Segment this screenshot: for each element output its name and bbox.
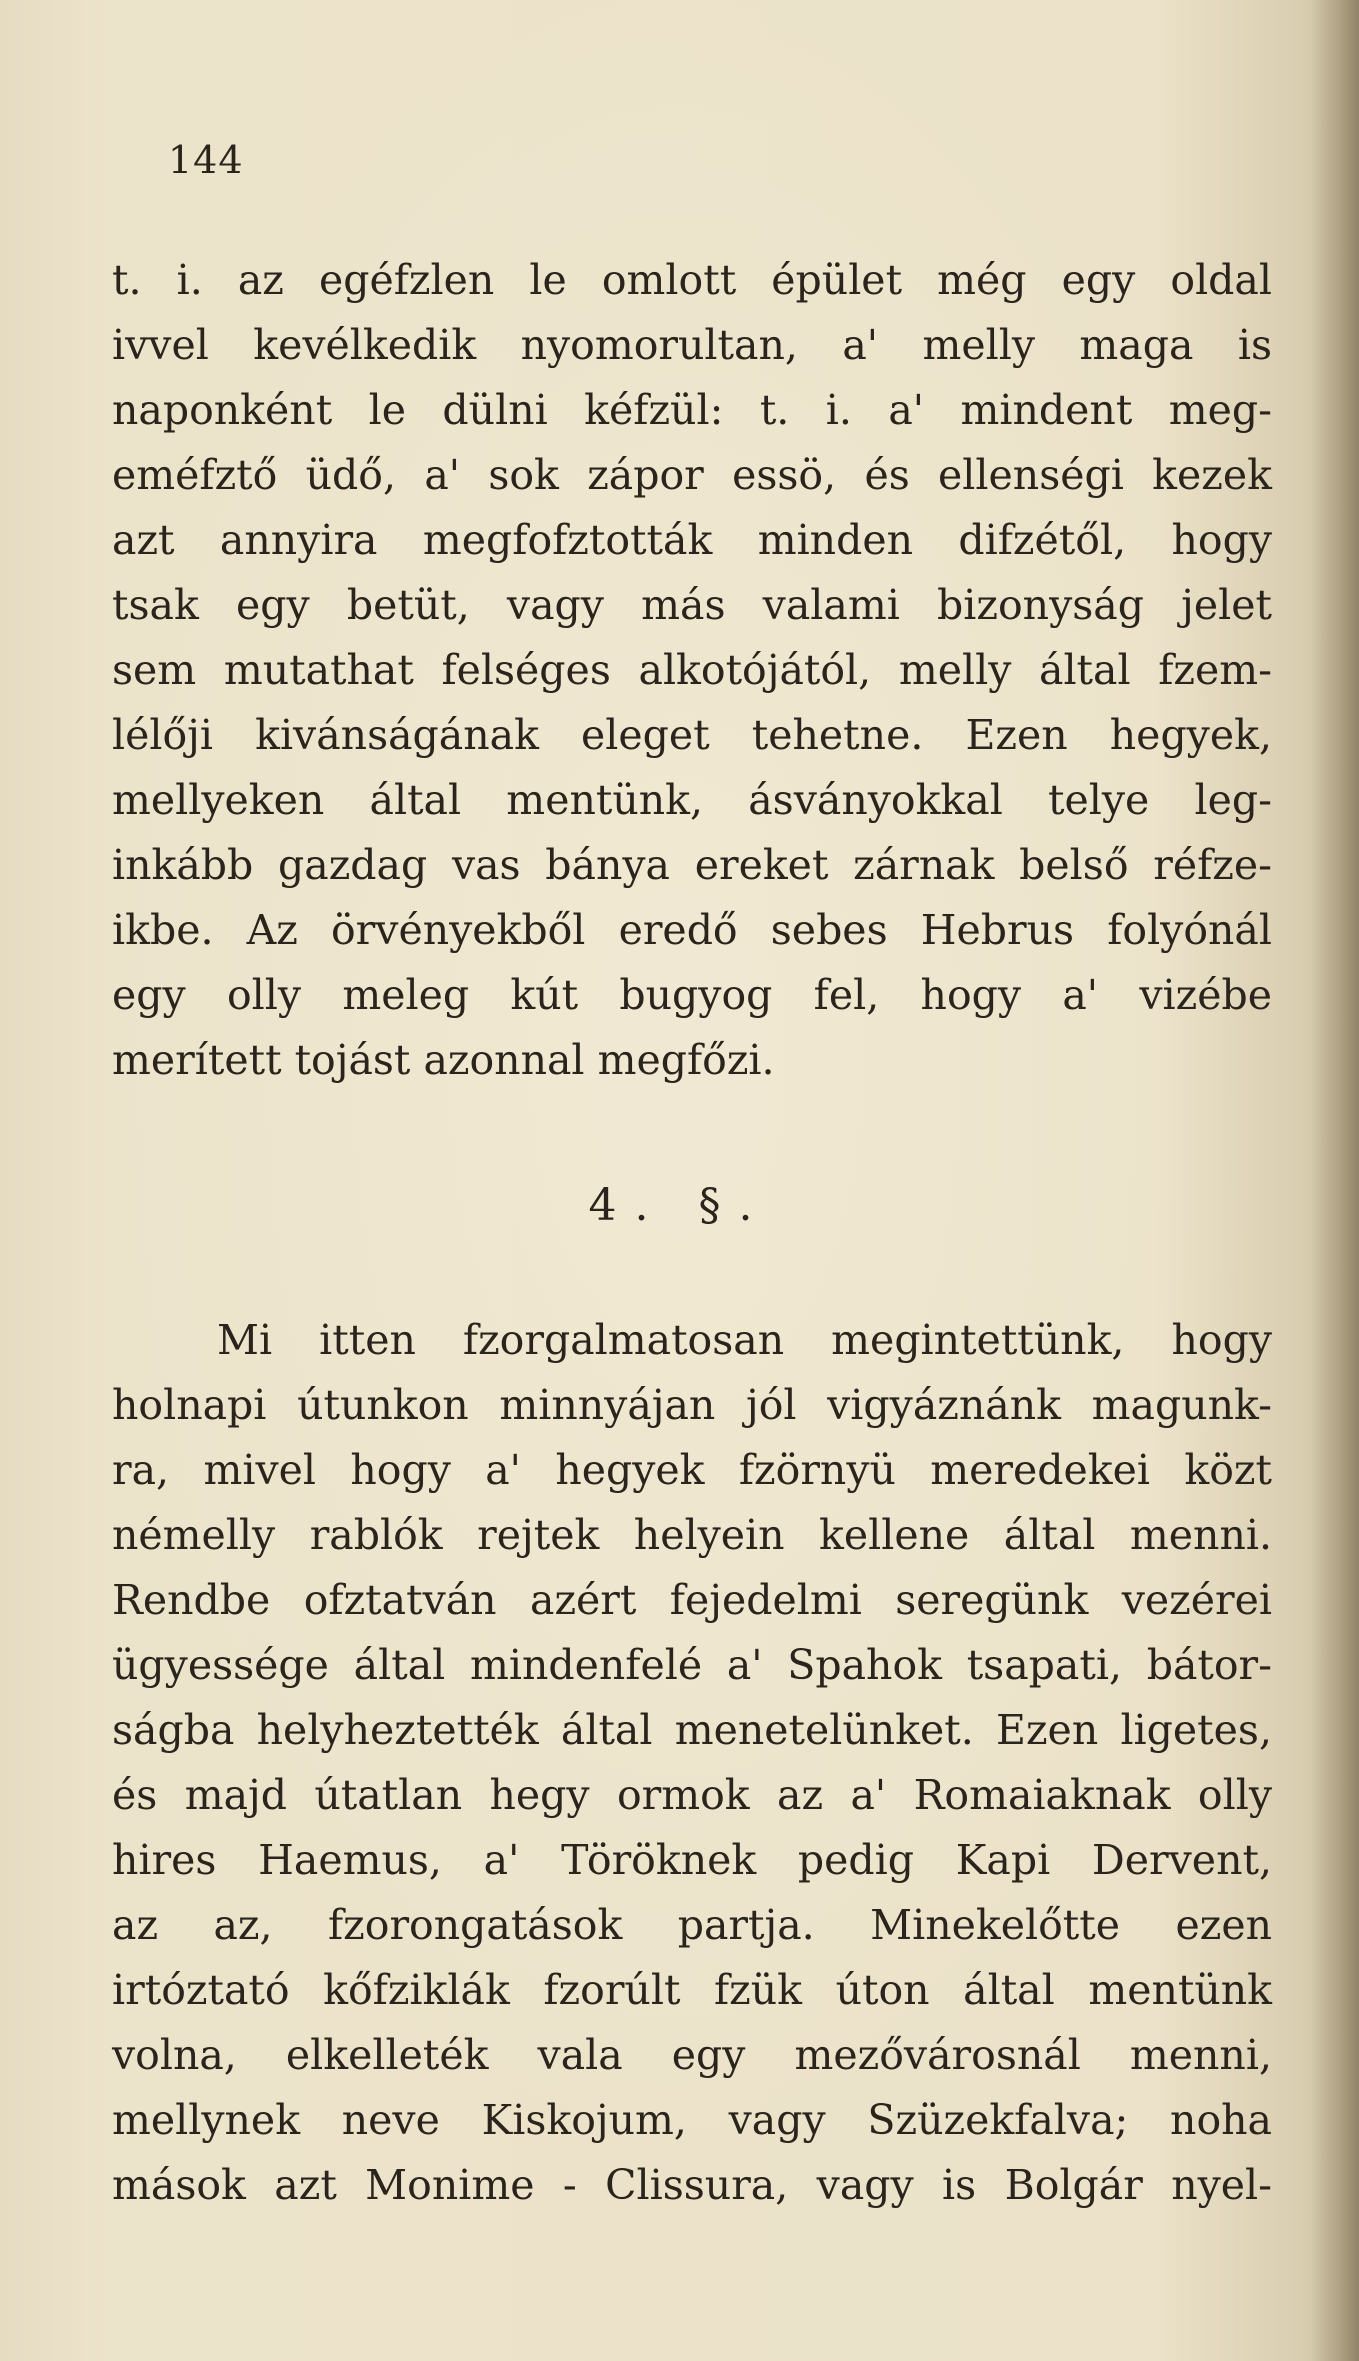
text-line: azt annyira megfofztották minden difzétől, hogy [112,516,1272,564]
text-line: Rendbe ofztatván azért fejedelmi seregünk vezérei [112,1576,1272,1624]
text-line: hires Haemus, a' Töröknek pedig Kapi Dervent, [112,1836,1272,1884]
text-line: merített tojást azonnal megfőzi. [112,1036,775,1084]
text-line: egy olly meleg kút bugyog fel, hogy a' vizébe [112,971,1272,1019]
text-line: némelly rablók rejtek helyein kellene által menni. [112,1511,1272,1559]
text-line: ságba helyheztették által menetelünket. Ezen ligetes, [112,1706,1272,1754]
text-line: ivvel kevélkedik nyomorultan, a' melly maga is [112,321,1272,369]
text-line: ügyessége által mindenfelé a' Spahok tsapati, bátor- [112,1641,1272,1689]
paragraph-2 [112,1308,1272,2218]
page-number: 144 [168,138,244,182]
text-line: holnapi útunkon minnyájan jól vigyáznánk magunk- [112,1381,1272,1429]
text-line: volna, elkelleték vala egy mezővárosnál menni, [112,2031,1272,2079]
text-line: és majd útatlan hegy ormok az a' Romaiaknak olly [112,1771,1272,1819]
text-line: irtóztató kőfziklák fzorúlt fzük úton által mentünk [112,1966,1272,2014]
text-line: naponként le dülni kéfzül: t. i. a' mindent meg- [112,386,1272,434]
text-line: mellynek neve Kiskojum, vagy Szüzekfalva; noha [112,2096,1272,2144]
text-line: inkább gazdag vas bánya ereket zárnak belső réfze- [112,841,1272,889]
text-line: t. i. az egéfzlen le omlott épület még egy oldal [112,256,1272,304]
text-line: tsak egy betüt, vagy más valami bizonyság jelet [112,581,1272,629]
text-line: mások azt Monime - Clissura, vagy is Bolgár nyel- [112,2161,1272,2209]
text-line: sem mutathat felséges alkotójától, melly által fzem- [112,646,1272,694]
text-line: ikbe. Az örvényekből eredő sebes Hebrus folyónál [112,906,1272,954]
text-line: lélőji kivánságának eleget tehetne. Ezen hegyek, [112,711,1272,759]
paragraph-1 [112,248,1272,1093]
section-heading: 4. §. [588,1180,771,1231]
text-line: ra, mivel hogy a' hegyek fzörnyü meredekei közt [112,1446,1272,1494]
text-line: mellyeken által mentünk, ásványokkal telye leg- [112,776,1272,824]
text-line: eméfztő üdő, a' sok zápor essö, és ellenségi kezek [112,451,1272,499]
text-line: Mi itten fzorgalmatosan megintettünk, hogy [217,1316,1272,1364]
text-line: az az, fzorongatások partja. Minekelőtte ezen [112,1901,1272,1949]
